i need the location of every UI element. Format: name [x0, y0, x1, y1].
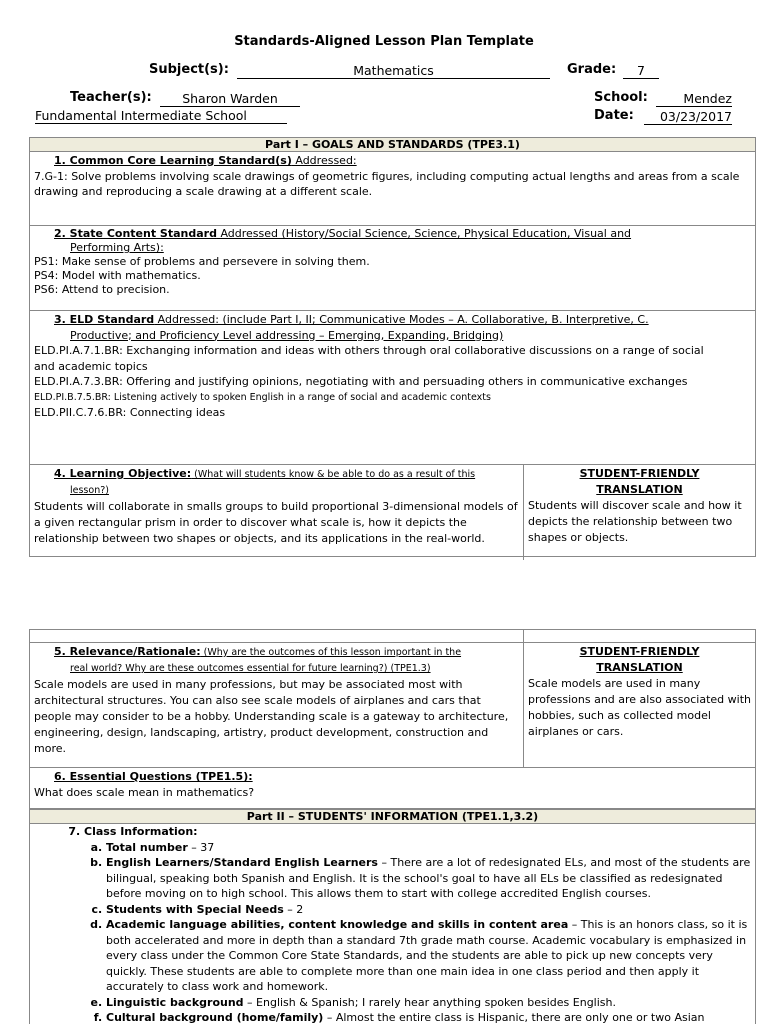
s2-addressed: Addressed (History/Social Science, Science, Physical Education, Visual and — [216, 227, 632, 240]
s1-line2: drawing and reproducing a scale drawing at a different scale. — [34, 185, 373, 198]
list-item: f. Cultural background (home/family) – Almost the entire class is Hispanic, there are only one or two Asian — [106, 1010, 755, 1026]
s5-title: 5. Relevance/Rationale: — [54, 645, 201, 658]
s4-body: Students will collaborate in smalls groups to build proportional 3-dimensional models of a given rectangular prism in order to discover what scale is, how it depicts the relationship between two shapes or objects, and its applications in the real-world. — [34, 500, 518, 545]
grade-label: Grade: — [567, 62, 617, 77]
s2-title: 2. State Content Standard — [54, 227, 217, 240]
s5-note: (Why are the outcomes of this lesson important in the — [200, 647, 462, 658]
section-state-content — [30, 226, 755, 311]
list-item: b. English Learners/Standard English Learners – There are a lot of redesignated ELs, and most of the students are bilingual, speaking both Spanish and English. It is the school's goal to have all ELs be classified as redesignated before moving on to high school. This allows them to start with college accredited English courses. — [106, 855, 755, 902]
s3-addressed: Addressed: (include Part I, II; Communicative Modes – A. Collaborative, B. Interpretive, C. — [154, 313, 649, 326]
s3-item2: ELD.PI.A.7.3.BR: Offering and justifying opinions, negotiating with and persuading others in communicative exchanges — [34, 375, 688, 388]
s1-line1: 7.G-1: Solve problems involving scale drawings of geometric figures, including computing actual lengths and areas from a scale — [34, 169, 740, 183]
s3-item3: ELD.PI.B.7.5.BR: Listening actively to spoken English in a range of social and academic contexts — [34, 391, 491, 403]
date-value: 03/23/2017 — [644, 109, 732, 125]
section-common-core — [30, 152, 755, 226]
s1-title: 1. Common Core Learning Standard(s) — [54, 154, 292, 167]
section-relevance — [30, 643, 755, 768]
part1-continued-table — [29, 629, 756, 809]
s3-item1: ELD.PI.A.7.1.BR: Exchanging information and ideas with others through oral collaborative discussions on a range of social — [34, 344, 704, 357]
s3-title: 3. ELD Standard — [54, 313, 155, 326]
teacher-label: Teacher(s): — [70, 90, 152, 105]
teacher-value: Sharon Warden — [160, 91, 300, 107]
school-value: Mendez — [656, 91, 732, 107]
s4-note: (What will students know & be able to do as a result of this — [191, 469, 476, 480]
part2-table — [29, 809, 756, 1024]
s2-item: PS1: Make sense of problems and persevere in solving them. — [34, 255, 370, 268]
list-item: a. Total number – 37 — [106, 840, 755, 856]
grade-value: 7 — [623, 63, 659, 79]
s3-addressed-cont: Productive; and Proficiency Level addressing – Emerging, Expanding, Bridging) — [70, 328, 504, 342]
school-value-cont: Fundamental Intermediate School — [35, 108, 287, 124]
s6-body: What does scale mean in mathematics? — [34, 785, 255, 799]
s4-sf-body: Students will discover scale and how it depicts the relationship between two shapes or objects. — [528, 499, 742, 544]
part2-header: Part II – STUDENTS' INFORMATION (TPE1.1,3.2) — [30, 810, 755, 824]
list-item: d. Academic language abilities, content knowledge and skills in content area – This is an honors class, so it is both accelerated and more in depth than a standard 7th grade math course. Academic vocabulary is emphasized in every class under the Common Core State Standards, and the students are able to pick up new concepts very quickly. These students are able to complete more than one main idea in one class period and then apply it accurately to class work and homework. — [106, 917, 755, 995]
section-learning-objective — [30, 465, 755, 560]
class-information-list — [30, 824, 755, 1026]
section-essential-questions — [30, 768, 755, 800]
s5-note-cont: real world? Why are these outcomes essential for future learning?) (TPE1.3) — [70, 663, 431, 674]
part1-header: Part I – GOALS AND STANDARDS (TPE3.1) — [30, 138, 755, 152]
s5-body: Scale models are used in many professions, but may be associated most with architectural structures. You can also see scale models of airplanes and cars that people may consider to be a hobby. Understanding scale is a gateway to architecture, engineering, design, landscaping, artistry, product development, construction and more. — [34, 678, 509, 755]
list-item: e. Linguistic background – English & Spanish; I rarely hear anything spoken besides English. — [106, 995, 755, 1011]
subject-label: Subject(s): — [149, 62, 229, 77]
s4-title: 4. Learning Objective: — [54, 467, 192, 480]
sf-title: STUDENT-FRIENDLY — [579, 645, 700, 658]
document-title: Standards-Aligned Lesson Plan Template — [234, 34, 534, 49]
date-label: Date: — [594, 108, 634, 123]
school-label: School: — [594, 90, 648, 105]
sf-title: STUDENT-FRIENDLY — [579, 467, 700, 480]
s3-item4: ELD.PII.C.7.6.BR: Connecting ideas — [34, 406, 226, 419]
s2-item: PS4: Model with mathematics. — [34, 269, 201, 282]
subject-value: Mathematics — [237, 63, 550, 79]
part1-table — [29, 137, 756, 557]
sf-title2: TRANSLATION — [596, 661, 683, 674]
s5-sf-body: Scale models are used in many professions and are also associated with hobbies, such as collected model airplanes or cars. — [528, 677, 751, 738]
s2-item: PS6: Attend to precision. — [34, 283, 170, 296]
s7-title: Class Information: — [84, 825, 198, 838]
s3-item1-cont: and academic topics — [34, 359, 148, 373]
list-item: c. Students with Special Needs – 2 — [106, 902, 755, 918]
s2-addressed-cont: Performing Arts): — [70, 241, 164, 254]
s1-addressed: Addressed: — [291, 154, 357, 167]
section-eld — [30, 311, 755, 465]
sf-title2: TRANSLATION — [596, 483, 683, 496]
s4-note-cont: lesson?) — [70, 485, 109, 496]
s6-title: 6. Essential Questions (TPE1.5): — [54, 770, 253, 783]
